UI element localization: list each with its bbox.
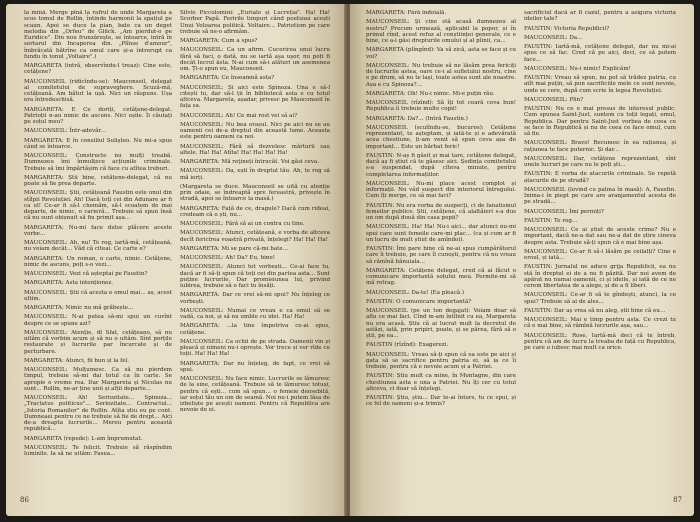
play-paragraph: MAUCONSEIL: Numai ce vreau e ca omul să se vadă, ca noi, și să nu umble cu idei. Ha! Ha! [180, 307, 330, 320]
play-paragraph: MAUCONSEIL: Știi că acesta e omul mai... aș, acest ultim. [24, 289, 172, 302]
play-paragraph: MAUCONSEIL: Știi, cetățeană Faustin este unul din stîlpii Revoluției. Ah! Dacă toți cei din Adunare ar fi ca el! Ce-ar fi să-l chemăm, să-l scoatem de mai departe, de nimic, o carieră... Trebuie să spun însă că nu sunt obișnuit să fiu primit așa... [24, 190, 172, 222]
play-paragraph: MAUCONSEIL: Ca ochii de pe strada. Oamenii vin și pleacă și nimeni nu-i oprește. Vor trece și vor rîde cu toții. Ha! Ha! Ha! [180, 338, 330, 358]
play-paragraph: MAUCONSEIL: Ah! Seriozitate... Spinoza... „Tractatus politicus"... Seriozitate... Contractul... „Istoria Romanilor" de Rollin. Atîta știu eu pe cont. Dumneaei pentru ce ne trebuie să fie de drept... Aici de-a dreapta lucrurile... Mereu pentru această republică... [24, 395, 172, 433]
left-page-column-2 [180, 10, 330, 492]
right-page [350, 4, 694, 516]
play-paragraph: FAUSTIN: Nu era vorba de suspecți, ci de fanatismul femeilor publice. Știi, cetățene, că alaltăieri s-a dus un om după două din casa popii? [366, 202, 516, 221]
play-paragraph: FAUSTIN: Dar aș vrea să nu aleg, știi bine că eu... [524, 307, 666, 314]
play-paragraph: sacrificiul dacă ar fi cazul, pentru a asigura victoria ideilor tale? [524, 10, 676, 23]
play-paragraph: FAUSTIN (rîzînd): Exagerezi. [366, 342, 449, 349]
play-paragraph: MAUCONSEIL: Plin? [524, 96, 584, 103]
play-paragraph: MARGARETA: Mi se pare că-mi bate... [180, 245, 288, 252]
play-paragraph: MAUCONSEIL (lovind cu palma în masă): A, Faustin. Inima-i în piept pe care are aranjamentul acesta de pe stradă... [524, 186, 676, 206]
play-paragraph: MAUCONSEIL: Nu-mi place acest complot și informații. Nu văd suspect din interiorul întregului. Cum îți merge, ce să mai faci? [366, 180, 516, 200]
play-paragraph: MAUCONSEIL: Ah! Da? Eu, bine! [180, 255, 275, 261]
play-paragraph: MAUCONSEIL: Fără să ai un contra cu tine. [180, 221, 305, 227]
play-paragraph: MAUCONSEIL: Ha! Ha! Nu-i aici... dar atunci nu-mi spui care sunt femeile care-mi plac... (ca și cum ar fi un lucru de mult știut de amîndoi). [366, 224, 516, 243]
play-paragraph: FAUSTIN: Iartă-mă, cetățene delegat, dar nu mi-ai spus ce să fac. Cred că pe aici, deci, ce să putem face... [524, 44, 676, 63]
play-paragraph: MAUCONSEIL: Nu face nimic. Lucrurile se lămuresc de la sine, cetățeană. Trebuie să te lămuresc totuși, pentru că ești... cum să spun... o femeie deosebită, iar soțul tău un om de seamă. Noi nu-i putem lăsa de izbeliște pe acești oameni. Pentru că Republica are nevoie de ei. [180, 376, 330, 414]
play-paragraph: MARGARETA: Știi bine, cetățene-delegat, că nu poate să fie prea departe. [24, 174, 172, 187]
play-paragraph: MAUCONSEIL: Ca un afirm. Cucerirea unui lucru fără să faci, o dată, nu se iartă așa ușor, nu poți fi decât lucrul ăsta. N-ai cum să-i alături un asemenea om. Ți-o spun eu, Mauconseil. [180, 47, 330, 72]
play-paragraph: MAUCONSEIL: Nu trebuie să ne lăsăm prea fericiți de lucrurile astea, oare ce-i al sufletului nostru, cine e pe drum, să nu te lași, toate astea sunt ale noastre. Așa e cu Spinoza?... [366, 62, 516, 88]
play-paragraph: MAUCONSEIL: Mulțumesc. Ca să nu pierdem timpul, trebuie să-mi dai totul ca în carte. Se apropie o vreme rea. Dar Margareta și Nicolas nu sunt... Rollin, ne-ar ține unii și alții departe... [24, 367, 172, 392]
play-paragraph: MAUCONSEIL: Rose, Iartă-mă deci că te întreb, pentru că am de lucru la treaba de față cu Republica, pe care o iubesc mai mult ca orice. [524, 332, 676, 351]
play-paragraph: MAUCONSEIL: Fără să dezvelesc mărturii sau altele. Ha! Ha! Atîta! Ha! Ha! Ha! Ha! [180, 143, 330, 156]
play-paragraph: MARGARETA: Fără îndoială. [366, 10, 447, 16]
left-page-column-1 [24, 10, 172, 492]
play-paragraph: MAUCONSEIL: Bravo! Recunosc în ea rațiunea, și rațiunea te face puternic. Și dar... [524, 140, 676, 153]
play-paragraph: Silvio Piccolomini: „Eurialo și Lucreția". Ha! Ha! Scorber Papă. Feririle timpuri când poetizau acești Unui Voloarea politică. Voltaire... Patriotism pe care trebuie să ne-o afirmăm. [180, 10, 330, 35]
play-paragraph: MAUCONSEIL: Ce ai știut de aceste crime? Nu e important, dacă ne-a dat sau ne-a dat de știre cineva despre asta. Trebuie să-ți spun că e mai bine așa. [524, 227, 676, 246]
play-paragraph: FAUSTIN: Jurnalul ne aduce grija Republicii, ea nu stă în dreptul ei de a nu fi păzită. Dar noi avem de apărat nu numai oamenii, ci și ideile, și iată de ce ne cerem libertatea de a alege, și de a fi liberi. [524, 264, 676, 289]
play-paragraph: MAUCONSEIL: Ce-ar fi să-i lăsăm pe ceilalți? Cine e eroul, și iată... [524, 248, 676, 261]
play-paragraph: MAUCONSEIL: Dar, cetățene reprezentant, sînt unele lucruri pe care nu le poți ști... [524, 155, 676, 168]
play-paragraph: MAUCONSEIL: Da, ești în dreptul tău. Ah, te rog să mă ierți. [180, 168, 330, 181]
play-paragraph: MAUCONSEIL: Nu bea orașul. Nici pe aici nu se au oamenii cei de-a dreptul din această lume. Aceasta este pentru oameni ca noi. [180, 121, 330, 141]
play-paragraph: MARGARETA: Da?... (Intră Faustin.) [366, 115, 468, 122]
play-paragraph: MARGARETA (plîngînd): Va să zică, asta se face și cu voi? [366, 47, 516, 60]
page-number-left: 86 [20, 496, 29, 504]
play-paragraph: MARGARETA: E Ce doriți, cetățene-delegat. Patrioții n-au nimic de ascuns. Nici ușile. Îi căutați pe soțul meu? [24, 106, 172, 125]
play-paragraph: la mînă. Merge pînă la rafrul de unde Margareta a scos tomul de Rollin, întinde harmonii la spațiul pe scaun. Apoi se duce la pian, bate ca un deget melodia din „Orfeu" de Glück. „Am pierdut-o pe Euridice". Din nou frunzărește, se întoarce, intră în sertarul din Incaperea din. „Plînse d'amour", îmbrăcată bătrîne ca omul care și-a întrerupt ca fundu în tonul „Voltaire".) [24, 10, 172, 60]
play-paragraph: MARGARETA: Cetățene delegat, cred că ai făcut o comunicare importantă soțului meu. Permite-mi să mă retrag. [366, 267, 516, 287]
play-paragraph: MAUCONSEIL: Vreau să-ți spun că ea este pe aici și gata să se sacrifice pentru patria ei, să ia ce îi trebuie, pentru că e nevoie acum și a Patriei. [366, 351, 516, 370]
play-paragraph: MARGARETA: Asta intenționez. [24, 280, 114, 287]
right-page-column-1 [366, 10, 516, 492]
play-paragraph: FAUSTIN: Te rog... [524, 217, 578, 224]
play-paragraph: MARGARETA: ...la tine împotriva ce-ai spus, cetățene. [180, 323, 330, 336]
play-paragraph: MARGARETA: Dar ce vrei să-mi spui? Nu înțeleg ce vorbești. [180, 292, 330, 305]
play-paragraph: MARGARETA: Un roman, o carte, nimic. Cetățene, nimic de ascuns, poți s-o vezi... [24, 255, 172, 268]
page-number-right: 87 [673, 496, 682, 504]
play-paragraph: FAUSTIN: Nu ce e mai presus de interesul public. Cum spunea Saint-Just, suntem cu toții legați, omul, Republica. Dar pentru Saint-Just vorbea de ceea ce se face în Republică și nu de ceea ce face omul, cum să fie. [524, 106, 676, 137]
play-paragraph: MARGARETA: E în consiliul Sulișteo. Nu mi-a spus când se întoarce. [24, 137, 172, 150]
play-paragraph: MAUCONSEIL: Nu-i nimic! Explicăm! [524, 65, 631, 72]
left-page [6, 4, 346, 516]
play-paragraph: MAUCONSEIL: Da-te! (Ea pleacă.) [366, 289, 465, 296]
play-paragraph: FAUSTIN: Știu, știu... Dar te-ai întors, tu ce spui, și ce fel de oameni și-a trimis? [366, 395, 516, 408]
play-paragraph: MAUCONSEIL: Vezi că așteptai pe Faustin? [24, 271, 148, 277]
play-paragraph: MAUCONSEIL: Constructe nu mulți treabă. Dumnezeu îmi înmulțece acțiunile criminale. Trebuie să îmi împărtășim că face cu atîtea treburi. [24, 153, 172, 172]
play-paragraph: MARGARETA (repede): L-am împrumutat. [24, 435, 143, 442]
play-paragraph: FAUSTIN: N-aș fi găsit și mai tare, cetățene delegat, dacă aș fi știut că te găsesc aici. Ședința comitetului s-a suspendat, după cîteva minute, pentru completarea informațiilor. [366, 152, 516, 178]
play-paragraph: MARGARETA: Oh! Nu-i nimic. Mi-e puțin rău. [366, 90, 495, 97]
play-paragraph: MAUCONSEIL: Îmi permiți? [524, 208, 604, 215]
play-paragraph: FAUSTIN: E vorba de atacurile criminale. Se repetă atacurile de pe stradă? [524, 171, 676, 184]
play-paragraph: FAUSTIN: Vreau să spun, nu pot să trădez patria, cu atît mai puțin, să pun sacrificiile mele ce sunt nevoie, unde se cere, după cum scrie în legea Revoluției. [524, 75, 676, 94]
play-paragraph: MAUCONSEIL: Ah! Ce mai rost vei să ai? [180, 112, 298, 119]
play-paragraph: MAUCONSEIL: Mai e timp pentru asta. Ce crezi tu că e mai bine, să rămînă lucrurile așa, sau... [524, 317, 676, 330]
play-paragraph: MARGARETA: Cum a spus? [180, 38, 258, 44]
play-paragraph: MAUCONSEIL: Într-adevăr... [24, 128, 106, 135]
play-paragraph: MAUCONSEIL (rîzînd): Să îți tot ceară ceva bun! Republica îi trebuie multe copii! [366, 100, 516, 113]
play-paragraph: MARGARETA: Dar nu înțeleg, de fapt, ce vrei să spui. [180, 360, 330, 373]
play-paragraph: (Margareta se duce. Mauconseil se uită cu atenție prin odaie, se îndreaptă spre fereastră, privește în stradă, apoi se întoarce la masă.) [180, 183, 330, 203]
play-paragraph: MARGARETA: Nimic nu mă grăbește... [24, 305, 134, 311]
play-paragraph: MAUCONSEIL: Atunci, cetățeană, e vorba de altceva decît fericirea voastră privată, înțelegi? Ha! Ha! Ha! [180, 230, 330, 243]
play-paragraph: FAUSTIN: O comunicare importantă? [366, 298, 472, 305]
play-paragraph: MAUCONSEIL: Ah, nu! Te rog, iartă-mă, cetățeană, nu voiam decât... Văd că citeai. Ce carte e? [24, 240, 172, 253]
play-paragraph: MARGARETA: Nu-mi face deloc plăcere aceste vorbe... [24, 224, 172, 237]
play-paragraph: MAUCONSEIL: Și aici este Spinoza. Una e să-l citești tu, dar să-l ții în bibliotecă asta e cu totul altceva. Margareta, așadar, privesc pe Mauconseil în fața sa. [180, 84, 330, 110]
play-paragraph: MAUCONSEIL: Și cine stă acasă dumnezeu al nostru? Precum urmează, aplicabil la popor, și în primul rînd, acest refuz al conștiinței generale, ce e bine, ce a-i găsi drepturile omului și al pîinii, ca... [366, 19, 516, 44]
right-page-column-2 [524, 10, 676, 492]
play-paragraph: MARGARETA (intră, observîndu-l treaz): Cine este, cetățene? [24, 63, 172, 76]
play-paragraph: MARGARETA: Ce înseamnă asta? [180, 75, 275, 82]
play-paragraph: MARGARETA: Față de ce, dragule? Dacă cum rideai, credeam că o ști, nu... [180, 205, 330, 218]
play-paragraph: MAUCONSEIL: Da... [524, 34, 583, 41]
play-paragraph: MARGARETA: Atunci, fii bun și la fel. [24, 357, 130, 364]
play-paragraph: MAUCONSEIL (ridicîndu-se): Mauconseil, delegat al comitetului de supraveghere. Scuză-mă, cetățeană. Am bătut la ușă. Nici un răspuns. Ușa era întredeschisă. [24, 78, 172, 104]
play-paragraph: MAUCONSEIL: N-ai putea să-mi spui un cuvînt despre ce se spune azi? [24, 314, 172, 327]
play-paragraph: FAUSTIN: Victoria Republicii? [524, 25, 610, 32]
play-paragraph: FAUSTIN: Îmi pare bine că ne-ai spus cumpărătorul care îi trebuie, pe care îl cunoști, pentru că nu vreau să rămînă bănuiala... [366, 246, 516, 265]
play-paragraph: MAUCONSEIL (pe un ton degajat): Voiam doar să aflu ce mai faci. Cînd m-am întîlnit cu ea, Margareta nu era acasă. Știu că ai lucrat mult la decretul de astăzi, iată, prin pripiri, poate, și se părea, fără să o știi, pe ea... [366, 308, 516, 339]
play-paragraph: MAUCONSEIL: Atenție, dl Sfat, cetățeano, să nu uităm că vorbim acum și să nu o uităm. Sînt porțile restaurate și lucrurile par încurcate și de perturbare. [24, 329, 172, 355]
play-paragraph: MAUCONSEIL: Atunci tot vorbești... Ce-ai face tu, dacă ar fi să-ți spun că toți cei din partea asta... Sunt puține lucrurile. Dar promisiunea lui, privind iubirea, trebuie să o faci tu însăți. [180, 264, 330, 289]
play-paragraph: MARGARETA: Mă rețineți întrucât. Voi găsi ceva. [180, 159, 320, 165]
play-paragraph: MAUCONSEIL (sculîndu-se, bucuros): Cetățene reprezentant, te așteptam, și iată-te și e adevărată acea chestiune, ți-am venit să spun ceva așa de important... Este un bărbat feric! [366, 124, 516, 150]
play-paragraph: MAUCONSEIL: Ce-ar fi să te gîndești, atunci, la ce spui? Trebuie să ai de ales... [524, 292, 676, 305]
play-paragraph: FAUSTIN: Știu mult ca mine, în Montagne, din care chestiunea asta e una a Patriei. Nu îți cer cu totul altceva, ci doar să înțelegi. [366, 373, 516, 392]
play-paragraph: MAUCONSEIL: Te felicit. Trebuie să răspîndim luminile. Ia să ne uităm: Fasea... [24, 444, 172, 457]
